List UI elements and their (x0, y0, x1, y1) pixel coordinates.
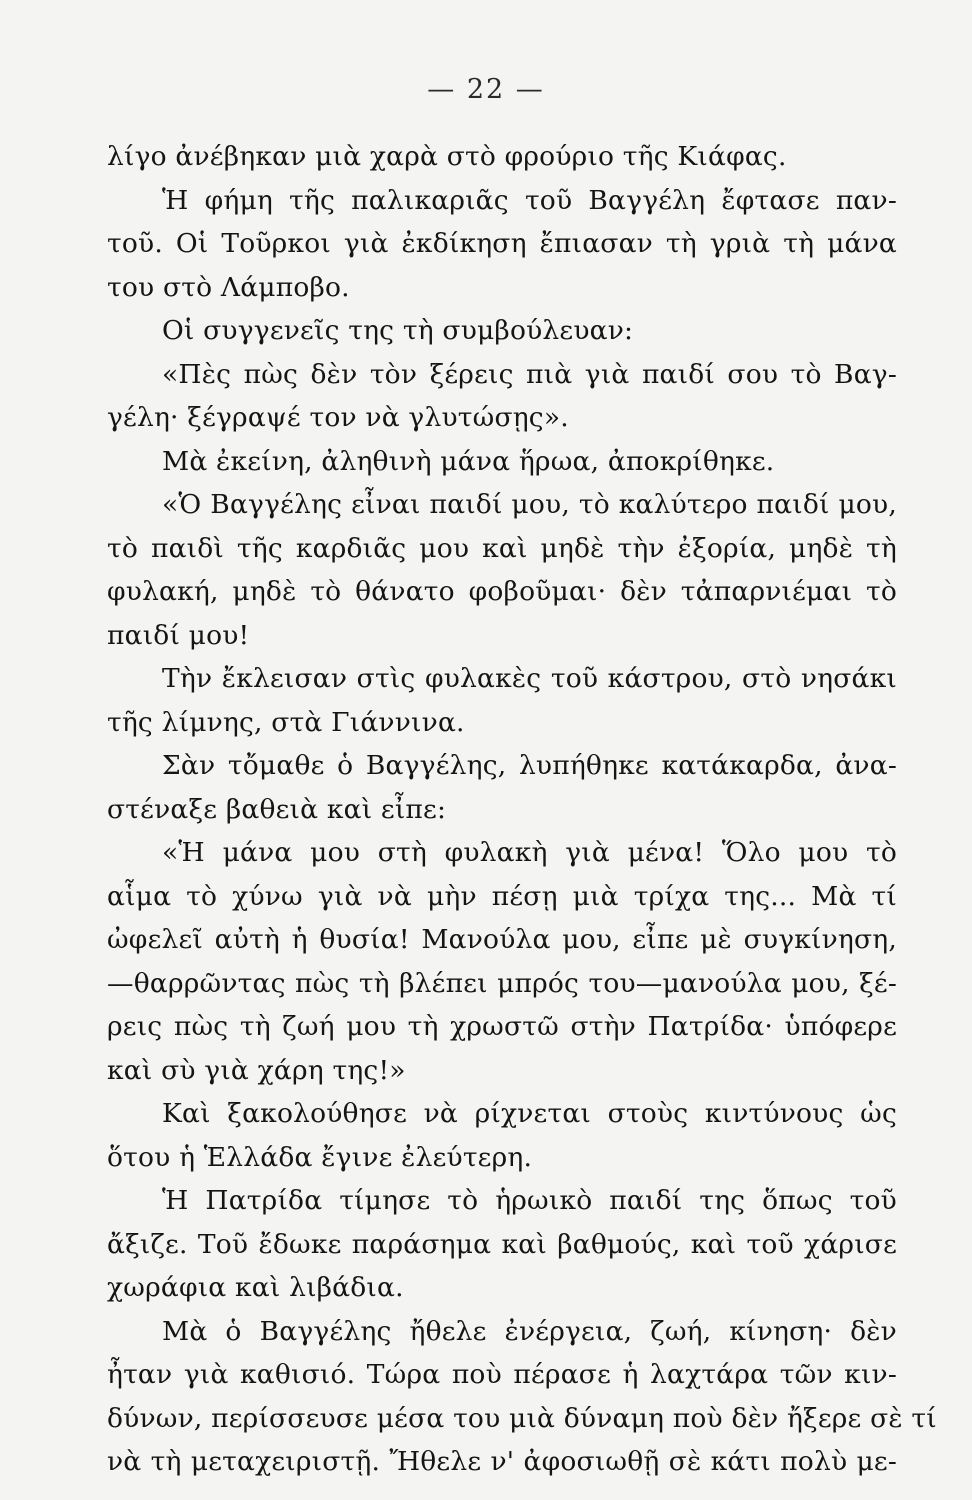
text-line: νὰ τὴ μεταχειριστῇ. Ἤθελε ν' ἀφοσιωθῇ σὲ κάτι πολὺ με- (107, 1446, 897, 1477)
text-line: —θαρρῶντας πὼς τὴ βλέπει μπρός του—μανούλα μου, ξέ- (107, 967, 897, 999)
text-line: «Ἡ μάνα μου στὴ φυλακὴ γιὰ μένα! Ὅλο μου τὸ (162, 837, 897, 868)
text-line: αἷμα τὸ χύνω γιὰ νὰ μὴν πέσῃ μιὰ τρίχα της... Μὰ τί (107, 880, 897, 912)
text-line: τὸ παιδὶ τῆς καρδιᾶς μου καὶ μηδὲ τὴν ἐξορία, μηδὲ τὴ (107, 532, 897, 564)
text-line: ἄξιζε. Τοῦ ἔδωκε παράσημα καὶ βαθμούς, καὶ τοῦ χάρισε (107, 1228, 897, 1260)
text-line: τῆς λίμνης, στὰ Γιάννινα. (107, 706, 465, 738)
text-line: ὠφελεῖ αὐτὴ ἡ θυσία! Μανούλα μου, εἶπε μὲ συγκίνηση, (107, 924, 897, 955)
text-line: ὅτου ἡ Ἑλλάδα ἔγινε ἐλεύτερη. (107, 1141, 533, 1173)
text-line: ρεις πὼς τὴ ζωή μου τὴ χρωστῶ στὴν Πατρίδα· ὑπόφερε (107, 1011, 897, 1042)
text-line: χωράφια καὶ λιβάδια. (107, 1272, 404, 1303)
text-line: ἦταν γιὰ καθισιό. Τώρα ποὺ πέρασε ἡ λαχτάρα τῶν κιν- (107, 1359, 897, 1390)
text-line: λίγο ἀνέβηκαν μιὰ χαρὰ στὸ φρούριο τῆς Κιάφας. (107, 141, 787, 172)
text-line: «Πὲς πὼς δὲν τὸν ξέρεις πιὰ γιὰ παιδί σου τὸ Βαγ- (162, 358, 897, 390)
text-line: φυλακή, μηδὲ τὸ θάνατο φοβοῦμαι· δὲν τἀπαρνιέμαι τὸ (107, 576, 897, 607)
text-line: Τὴν ἔκλεισαν στὶς φυλακὲς τοῦ κάστρου, στὸ νησάκι (162, 663, 897, 694)
text-line: δύνων, περίσσευσε μέσα του μιὰ δύναμη ποὺ δὲν ἤξερε σὲ τί (107, 1402, 937, 1434)
text-line: στέναξε βαθειὰ καὶ εἶπε: (107, 793, 447, 825)
text-line: παιδί μου! (107, 619, 250, 651)
text-line: Σὰν τὄμαθε ὁ Βαγγέλης, λυπήθηκε κατάκαρδα, ἀνα- (162, 750, 897, 781)
text-line: Ἡ Πατρίδα τίμησε τὸ ἡρωικὸ παιδί της ὅπως τοῦ (162, 1185, 897, 1216)
text-line: τοῦ. Οἱ Τοῦρκοι γιὰ ἐκδίκηση ἔπιασαν τὴ γριὰ τὴ μάνα (107, 228, 897, 259)
text-line: Μὰ ὁ Βαγγέλης ἤθελε ἐνέργεια, ζωή, κίνηση· δὲν (162, 1315, 897, 1347)
text-line: «Ὁ Βαγγέλης εἶναι παιδί μου, τὸ καλύτερο παιδί μου, (162, 489, 897, 520)
page-number: — 22 — (427, 74, 545, 105)
text-line: Ἡ φήμη τῆς παλικαριᾶς τοῦ Βαγγέλη ἔφτασε παν- (162, 184, 897, 216)
text-line: καὶ σὺ γιὰ χάρη της!» (107, 1054, 406, 1086)
body-text (107, 135, 937, 1484)
text-line: Οἱ συγγενεῖς της τὴ συμβούλευαν: (162, 315, 634, 346)
text-line: γέλη· ξέγραψέ τον νὰ γλυτώσῃς». (107, 402, 569, 433)
text-line: Μὰ ἐκείνη, ἀληθινὴ μάνα ἥρωα, ἀποκρίθηκε. (162, 445, 775, 477)
text-line: του στὸ Λάμποβο. (107, 271, 350, 303)
text-line: Καὶ ξακολούθησε νὰ ρίχνεται στοὺς κιντύνους ὡς (162, 1098, 897, 1129)
